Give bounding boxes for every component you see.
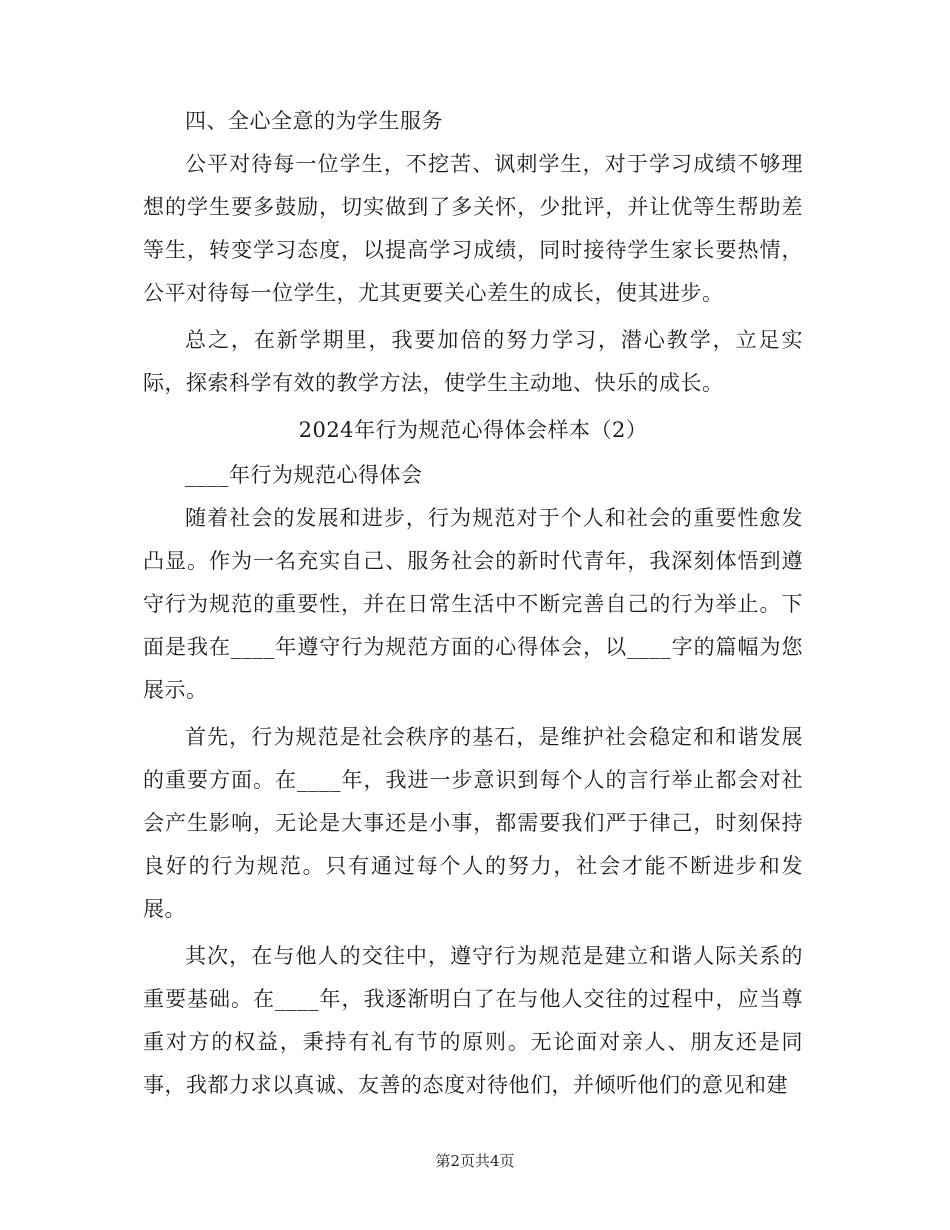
section-heading: 四、全心全意的为学生服务 bbox=[185, 109, 443, 133]
article-title: 2024年行为规范心得体会样本（2） bbox=[298, 418, 648, 442]
summary-paragraph: 总之，在新学期里，我要加倍的努力学习，潜心教学，立足实际，探索科学有效的教学方法，使学生主动地、快乐的成长。 bbox=[143, 328, 803, 395]
article-subtitle: ____年行为规范心得体会 bbox=[185, 463, 423, 487]
article-paragraph-1: 随着社会的发展和进步，行为规范对于个人和社会的重要性愈发凸显。作为一名充实自己、服务社会的新时代青年，我深刻体悟到遵守行为规范的重要性，并在日常生活中不断完善自己的行为举止。下面是我在____年遵守行为规范方面的心得体会，以____字的篇幅为您展示。 bbox=[143, 506, 803, 702]
article-paragraph-2: 首先，行为规范是社会秩序的基石，是维护社会稳定和和谐发展的重要方面。在____年，我进一步意识到每个人的言行举止都会对社会产生影响，无论是大事还是小事，都需要我们严于律己，时刻保持良好的行为规范。只有通过每个人的努力，社会才能不断进步和发展。 bbox=[143, 725, 803, 921]
document-page bbox=[143, 100, 803, 1107]
article-paragraph-3: 其次，在与他人的交往中，遵守行为规范是建立和谐人际关系的重要基础。在____年，我逐渐明白了在与他人交往的过程中，应当尊重对方的权益，秉持有礼有节的原则。无论面对亲人、朋友还是同事，我都力求以真诚、友善的态度对待他们，并倾听他们的意见和建 bbox=[143, 944, 803, 1097]
section-paragraph: 公平对待每一位学生，不挖苦、讽刺学生，对于学习成绩不够理想的学生要多鼓励，切实做到了多关怀，少批评，并让优等生帮助差等生，转变学习态度，以提高学习成绩，同时接待学生家长要热情，公平对待每一位学生，尤其更要关心差生的成长，使其进步。 bbox=[143, 152, 803, 305]
page-indicator: 第2页共4页 bbox=[435, 1152, 515, 1170]
